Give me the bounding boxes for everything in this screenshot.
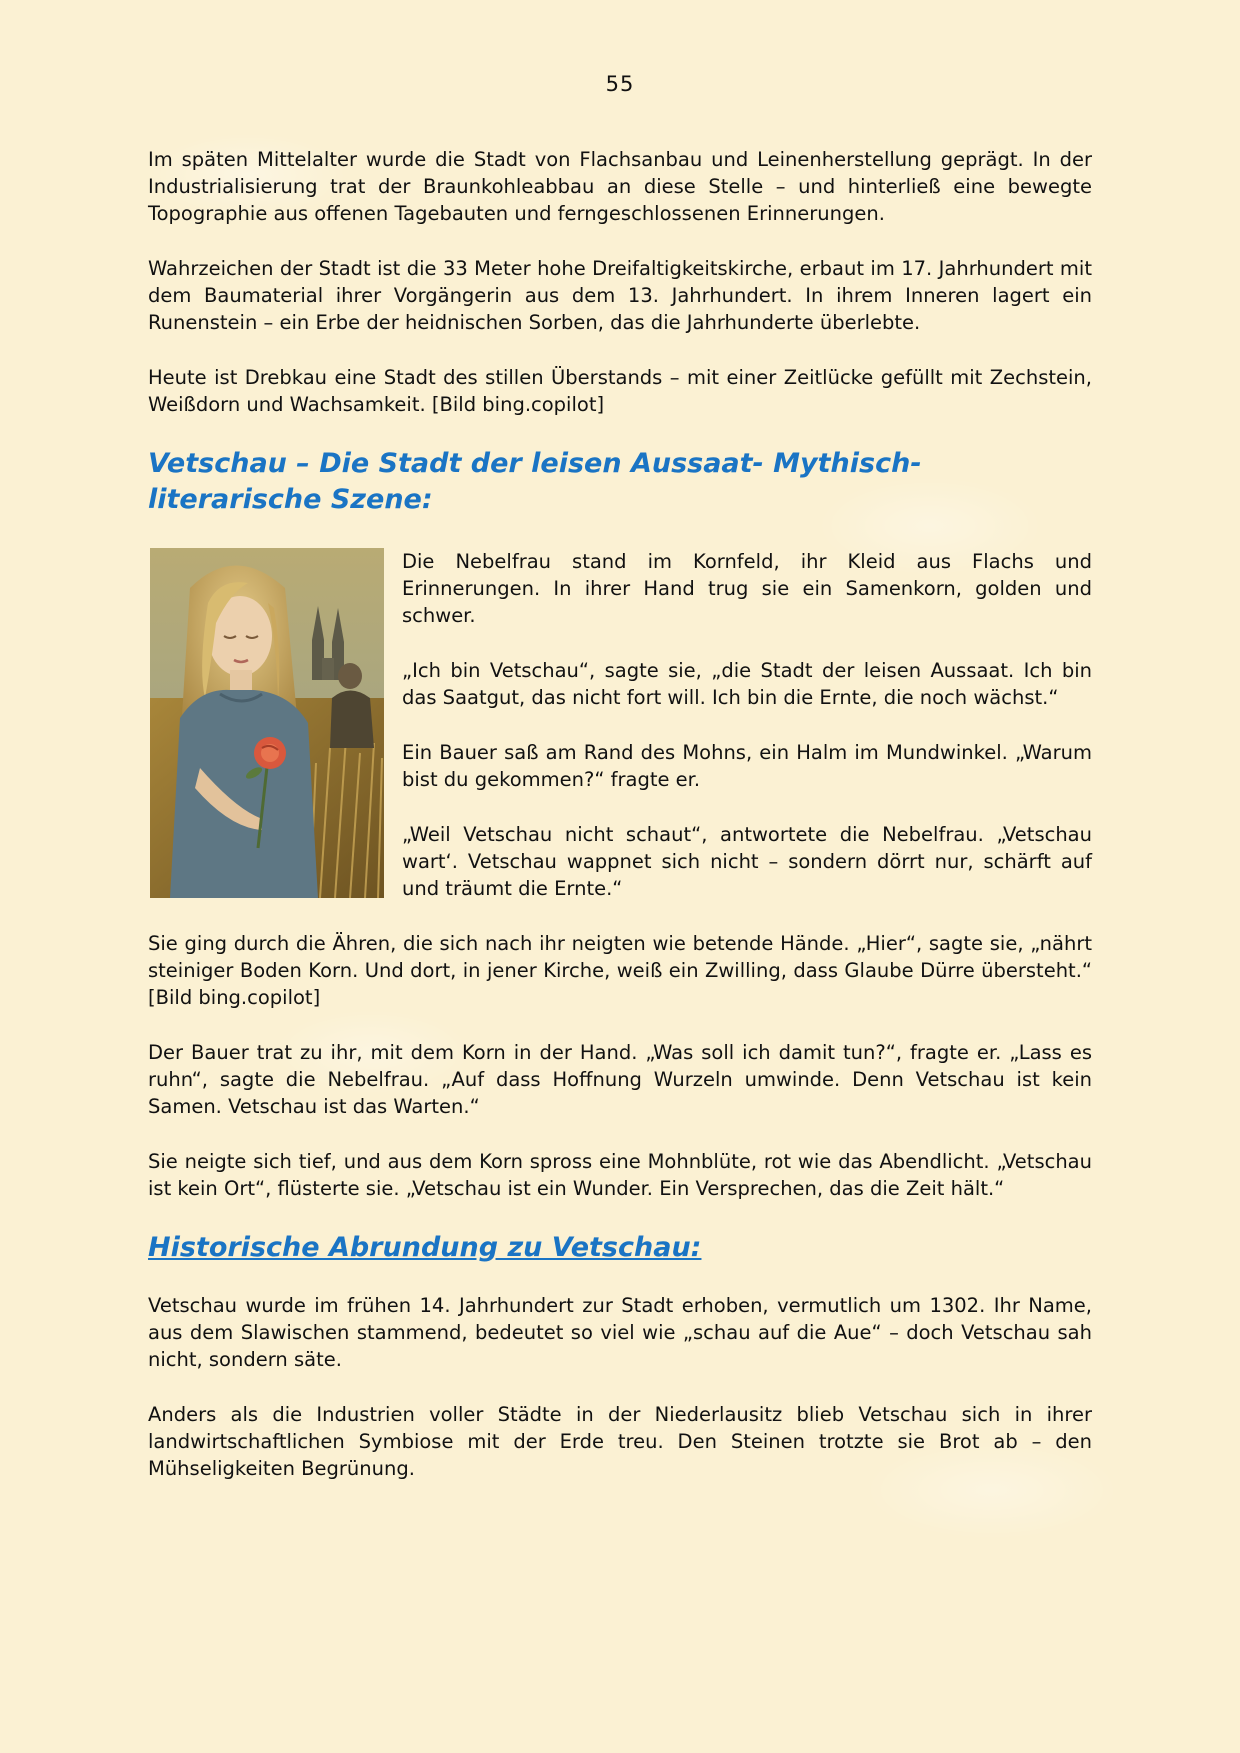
page-content <box>148 146 1092 1510</box>
nebelfrau-illustration <box>150 548 384 898</box>
paragraph: Ein Bauer saß am Rand des Mohns, ein Halm im Mundwinkel. „Warum bist du gekommen?“ fragte er. <box>402 741 1092 791</box>
paragraph: „Ich bin Vetschau“, sagte sie, „die Stadt der leisen Aussaat. Ich bin das Saatgut, das nicht fort will. Ich bin die Ernte, die noch wächst.“ <box>402 659 1092 709</box>
paragraph: „Weil Vetschau nicht schaut“, antwortete die Nebelfrau. „Vetschau wart‘. Vetschau wappnet sich nicht – sondern dörrt nur, schärft auf und träumt die Ernte.“ <box>402 823 1092 900</box>
paragraph: Wahrzeichen der Stadt ist die 33 Meter hohe Dreifaltigkeitskirche, erbaut im 17. Jahrhundert mit dem Baumaterial ihrer Vorgängerin aus dem 13. Jahrhundert. In ihrem Inneren lagert ein Runenstein – ein Erbe der heidnischen Sorben, das die Jahrhunderte überlebte. <box>148 257 1092 334</box>
paragraph: Heute ist Drebkau eine Stadt des stillen Überstands – mit einer Zeitlücke gefüllt mit Zechstein, Weißdorn und Wachsamkeit. [Bild bing.copilot] <box>148 366 1092 416</box>
section-heading-history: Historische Abrundung zu Vetschau: <box>148 1232 702 1263</box>
paragraph: Die Nebelfrau stand im Kornfeld, ihr Kleid aus Flachs und Erinnerungen. In ihrer Hand trug sie ein Samenkorn, golden und schwer. <box>402 550 1092 627</box>
paragraph: Anders als die Industrien voller Städte in der Niederlausitz blieb Vetschau sich in ihrer landwirtschaftlichen Symbiose mit der Erde treu. Den Steinen trotzte sie Brot ab – den Mühseligkeiten Begrünung. <box>148 1403 1092 1480</box>
page-number: 55 <box>605 72 635 96</box>
paragraph: Der Bauer trat zu ihr, mit dem Korn in der Hand. „Was soll ich damit tun?“, fragte er. „Lass es ruhn“, sagte die Nebelfrau. „Auf dass Hoffnung Wurzeln umwinde. Denn Vetschau ist kein Samen. Vetschau ist das Warten.“ <box>148 1041 1092 1118</box>
paragraph: Sie neigte sich tief, und aus dem Korn spross eine Mohnblüte, rot wie das Abendlicht. „Vetschau ist kein Ort“, flüsterte sie. „Vetschau ist ein Wunder. Ein Versprechen, das die Zeit hält.“ <box>148 1150 1092 1200</box>
paragraph: Sie ging durch die Ähren, die sich nach ihr neigten wie betende Hände. „Hier“, sagte sie, „nährt steiniger Boden Korn. Und dort, in jener Kirche, weiß ein Zwilling, dass Glaube Dürre übersteht.“ [Bild bing.copilot] <box>148 932 1092 1009</box>
section-heading-vetschau: Vetschau – Die Stadt der leisen Aussaat- Mythisch-literarische Szene: <box>148 448 922 515</box>
paragraph: Im späten Mittelalter wurde die Stadt von Flachsanbau und Leinenherstellung geprägt. In der Industrialisierung trat der Braunkohleabbau an diese Stelle – und hinterließ eine bewegte Topographie aus offenen Tagebauten und ferngeschlossenen Erinnerungen. <box>148 148 1092 225</box>
paragraph: Vetschau wurde im frühen 14. Jahrhundert zur Stadt erhoben, vermutlich um 1302. Ihr Name, aus dem Slawischen stammend, bedeutet so viel wie „schau auf die Aue“ – doch Vetschau sah nicht, sondern säte. <box>148 1294 1092 1371</box>
